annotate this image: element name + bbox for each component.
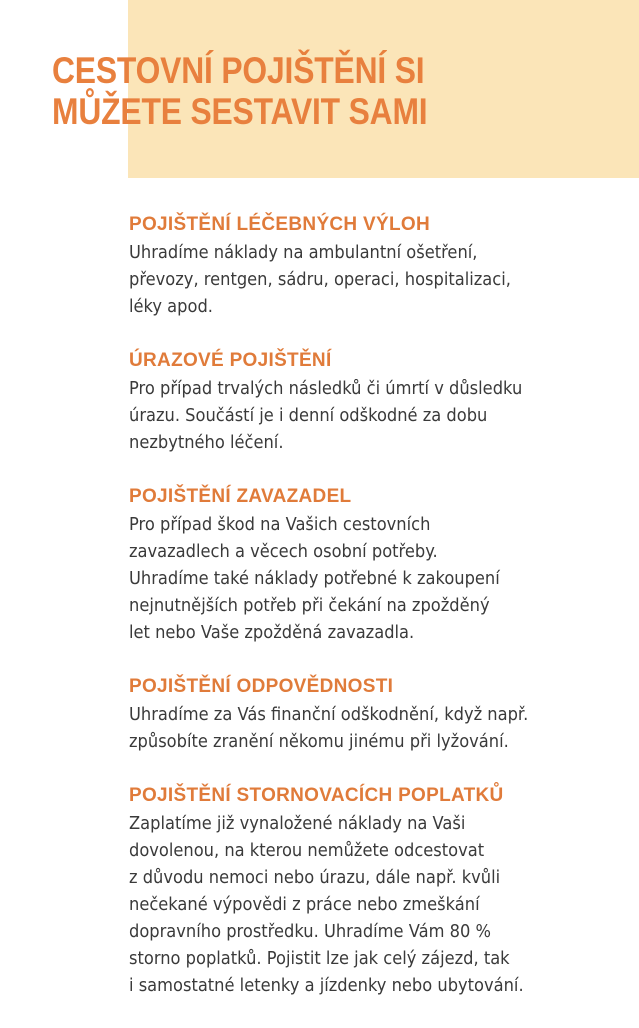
section-heading: POJIŠTĚNÍ STORNOVACÍCH POPLATKŮ [129, 785, 504, 806]
section-line: Uhradíme za Vás finanční odškodnění, když např. [129, 705, 529, 725]
section-line: storno poplatků. Pojistit lze jak celý zájezd, tak [129, 949, 510, 969]
section-liability-insurance [129, 675, 609, 756]
section-line: zavazadlech a věcech osobní potřeby. [129, 542, 438, 562]
page-title-line: MŮŽETE SESTAVIT SAMI [52, 91, 428, 132]
section-line: Pro případ trvalých následků či úmrtí v důsledku [129, 379, 523, 399]
section-line: Pro případ škod na Vašich cestovních [129, 515, 431, 535]
section-line: převozy, rentgen, sádru, operaci, hospitalizaci, [129, 270, 511, 290]
section-medical-expenses [129, 213, 609, 321]
section-line: nečekané výpovědi z práce nebo zmeškání [129, 895, 480, 915]
section-cancellation-fees [129, 784, 609, 1000]
section-heading: ÚRAZOVÉ POJIŠTĚNÍ [129, 350, 332, 371]
section-line: i samostatné letenky a jízdenky nebo ubytování. [129, 976, 524, 996]
section-line: Uhradíme náklady na ambulantní ošetření, [129, 243, 478, 263]
section-luggage-insurance [129, 485, 609, 647]
section-line: let nebo Vaše zpožděná zavazadla. [129, 623, 415, 643]
section-body [129, 512, 575, 647]
section-line: nejnutnějších potřeb při čekání na zpožděný [129, 596, 490, 616]
section-line: léky apod. [129, 297, 213, 317]
section-line: úrazu. Součástí je i denní odškodné za dobu [129, 406, 488, 426]
section-line: dovolenou, na kterou nemůžete odcestovat [129, 841, 485, 861]
section-body [129, 702, 575, 756]
section-line: z důvodu nemoci nebo úrazu, dále např. kvůli [129, 868, 501, 888]
section-body [129, 376, 575, 457]
page-title [52, 50, 427, 132]
section-accident-insurance [129, 349, 609, 457]
section-line: nezbytného léčení. [129, 433, 284, 453]
section-heading: POJIŠTĚNÍ ODPOVĚDNOSTI [129, 676, 394, 697]
section-line: způsobíte zranění někomu jinému při lyžování. [129, 732, 509, 752]
section-heading: POJIŠTĚNÍ LÉČEBNÝCH VÝLOH [129, 214, 430, 235]
section-body [129, 811, 575, 1000]
section-line: Uhradíme také náklady potřebné k zakoupení [129, 569, 500, 589]
insurance-sections [129, 213, 609, 1028]
section-heading: POJIŠTĚNÍ ZAVAZADEL [129, 486, 352, 507]
page-title-line: CESTOVNÍ POJIŠTĚNÍ SI [52, 50, 425, 91]
section-body [129, 240, 575, 321]
section-line: dopravního prostředku. Uhradíme Vám 80 % [129, 922, 491, 942]
section-line: Zaplatíme již vynaložené náklady na Vaši [129, 814, 466, 834]
